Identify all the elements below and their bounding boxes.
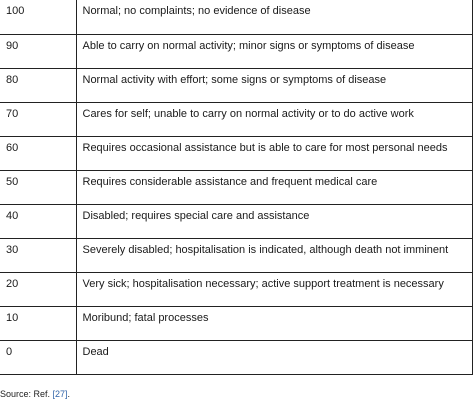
table-row — [0, 0, 472, 34]
table-row — [0, 272, 472, 306]
score-cell: 20 — [0, 272, 76, 306]
source-note — [0, 389, 70, 400]
source-suffix: . — [67, 389, 71, 399]
description-cell: Cares for self; unable to carry on normal activity or to do active work — [76, 102, 472, 136]
score-cell: 60 — [0, 136, 76, 170]
description-cell: Dead — [76, 340, 472, 374]
table-row — [0, 170, 472, 204]
description-cell: Severely disabled; hospitalisation is indicated, although death not imminent — [76, 238, 472, 272]
description-cell: Disabled; requires special care and assistance — [76, 204, 472, 238]
table-row — [0, 306, 472, 340]
table-row — [0, 136, 472, 170]
description-cell: Able to carry on normal activity; minor signs or symptoms of disease — [76, 34, 472, 68]
table-row — [0, 238, 472, 272]
description-cell: Requires occasional assistance but is able to care for most personal needs — [76, 136, 472, 170]
table-row — [0, 204, 472, 238]
score-cell: 50 — [0, 170, 76, 204]
score-cell: 40 — [0, 204, 76, 238]
description-cell: Normal activity with effort; some signs or symptoms of disease — [76, 68, 472, 102]
description-cell: Very sick; hospitalisation necessary; active support treatment is necessary — [76, 272, 472, 306]
table-row — [0, 68, 472, 102]
score-cell: 30 — [0, 238, 76, 272]
reference-link[interactable]: [27] — [52, 389, 68, 399]
score-cell: 0 — [0, 340, 76, 374]
score-cell: 70 — [0, 102, 76, 136]
score-cell: 100 — [0, 0, 76, 34]
description-cell: Normal; no complaints; no evidence of disease — [76, 0, 472, 34]
table-row — [0, 102, 472, 136]
description-cell: Moribund; fatal processes — [76, 306, 472, 340]
table-row — [0, 34, 472, 68]
source-prefix: Source: Ref. — [0, 389, 53, 399]
score-cell: 10 — [0, 306, 76, 340]
description-cell: Requires considerable assistance and frequent medical care — [76, 170, 472, 204]
score-cell: 90 — [0, 34, 76, 68]
table-row — [0, 340, 472, 374]
score-cell: 80 — [0, 68, 76, 102]
